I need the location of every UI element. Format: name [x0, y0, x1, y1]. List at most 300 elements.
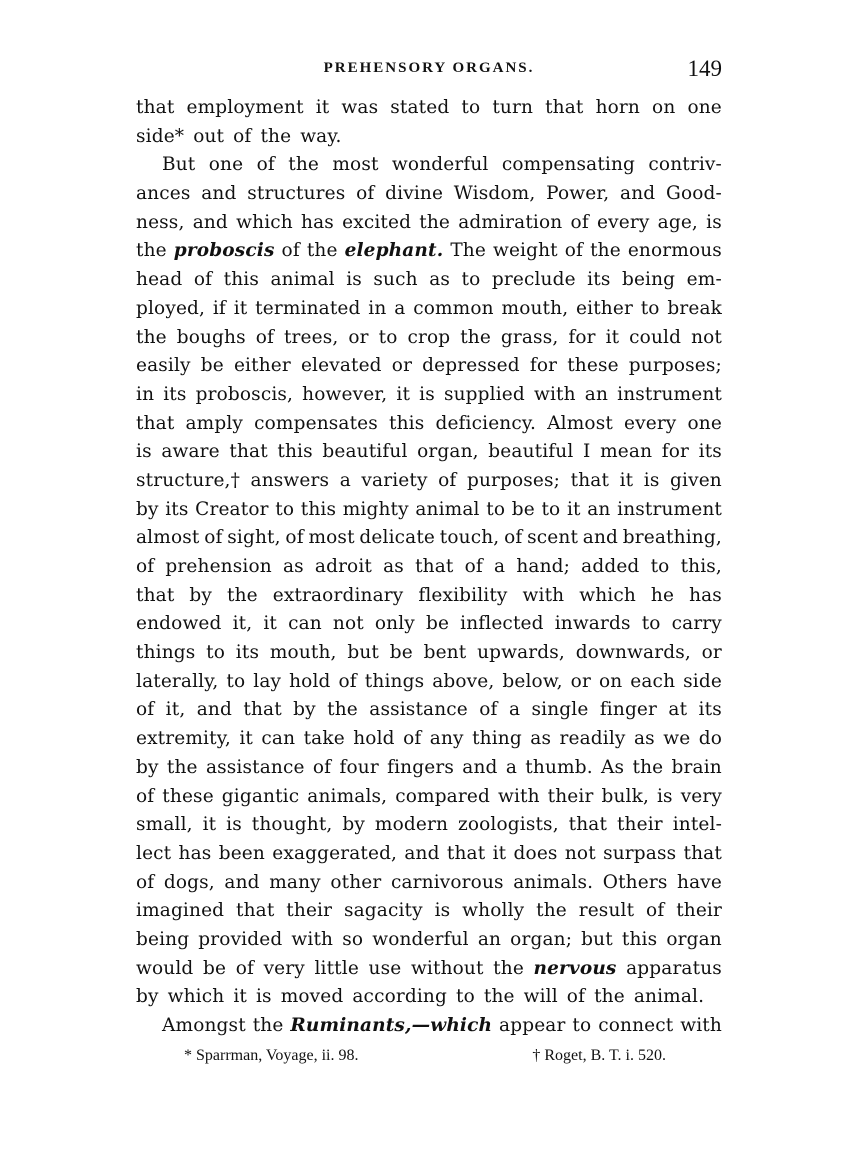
word: for: [661, 441, 690, 463]
word: these: [162, 785, 214, 807]
text-line: [136, 668, 722, 697]
word: side*: [136, 125, 185, 147]
word: weight: [492, 240, 558, 262]
word: flexibility: [418, 584, 508, 606]
word: one: [208, 154, 244, 176]
word: connect: [598, 1015, 674, 1036]
word: answers: [250, 469, 330, 491]
word: instrument: [617, 383, 722, 405]
word: its: [698, 441, 722, 463]
word: the: [590, 240, 621, 262]
word: with: [680, 1015, 722, 1036]
word: has: [301, 211, 334, 233]
word: compensating: [501, 154, 636, 176]
word: common: [413, 297, 494, 319]
word: preclude: [491, 269, 576, 291]
word: boughs: [176, 326, 246, 348]
word: of: [256, 154, 275, 176]
word: above,: [432, 670, 495, 692]
word: that: [415, 556, 454, 577]
word: laterally,: [136, 670, 219, 692]
word: will: [523, 986, 558, 1008]
word: be: [203, 957, 227, 979]
word: been: [218, 842, 265, 864]
text-line: [136, 582, 722, 611]
word: with: [533, 383, 576, 405]
text-line: [136, 639, 722, 668]
word: animal: [415, 498, 480, 520]
word: many: [269, 871, 321, 893]
word: it: [605, 326, 620, 348]
word: zoologists,: [457, 814, 559, 836]
word: admiration: [458, 211, 563, 233]
book-page: [136, 56, 722, 1067]
text-line: [136, 955, 722, 984]
word: compared: [395, 785, 490, 807]
word: according: [352, 986, 447, 1008]
word: to: [486, 498, 506, 520]
word: be: [425, 613, 450, 635]
word: an: [587, 498, 611, 520]
word: which: [167, 986, 225, 1008]
word: every: [597, 211, 650, 233]
word: that: [683, 842, 722, 864]
word: Others: [602, 871, 668, 893]
word: that: [136, 584, 175, 606]
word: their: [676, 900, 722, 922]
word: em-: [686, 269, 722, 291]
word: provided: [198, 928, 283, 950]
word: by: [293, 699, 316, 721]
word: it: [202, 814, 217, 836]
word: this: [223, 269, 259, 291]
word: or: [570, 670, 591, 692]
word: break: [667, 297, 722, 319]
word: single: [531, 699, 589, 721]
word: he: [650, 584, 675, 606]
word: Ruminants,—which: [290, 1015, 493, 1036]
word: purposes;: [466, 469, 561, 491]
word: it: [619, 469, 634, 491]
word: its: [165, 498, 189, 520]
word: and: [582, 527, 619, 549]
word: the: [136, 326, 167, 348]
word: Amongst: [162, 1015, 246, 1036]
text-line: [136, 496, 722, 525]
word: appear: [499, 1015, 566, 1036]
footnote-2: † Roget, B. T. i. 520.: [532, 1046, 666, 1064]
word: most: [332, 154, 379, 176]
word: downwards,: [575, 642, 691, 664]
text-line: [136, 1012, 722, 1041]
word: would: [136, 957, 194, 979]
word: lect: [136, 842, 172, 864]
word: Power,: [546, 183, 610, 205]
word: aware: [161, 441, 220, 463]
word: proboscis: [173, 240, 275, 262]
word: intel-: [672, 814, 722, 836]
word: contriv-: [648, 154, 722, 176]
text-line: [136, 840, 722, 869]
word: gigantic: [221, 785, 300, 807]
word: of: [193, 269, 213, 291]
word: of: [564, 240, 584, 262]
word: with: [522, 584, 565, 606]
word: mouth,: [501, 297, 569, 319]
word: of: [281, 240, 300, 262]
word: of: [504, 527, 523, 549]
word: it: [239, 728, 253, 750]
word: can: [288, 613, 322, 635]
word: of: [464, 556, 483, 577]
word: variety: [361, 469, 428, 491]
word: and: [201, 183, 237, 205]
word: to: [461, 269, 481, 291]
word: small,: [136, 814, 193, 836]
word: the: [306, 240, 338, 262]
word: a: [494, 556, 506, 577]
word: was: [341, 97, 379, 118]
text-line: [136, 524, 722, 553]
word: animal: [270, 269, 335, 291]
word: can: [261, 728, 296, 750]
word: mighty: [342, 498, 409, 520]
word: and: [192, 211, 228, 233]
word: of: [403, 728, 422, 750]
word: the: [594, 986, 625, 1008]
word: only: [374, 613, 415, 635]
word: touch,: [439, 527, 500, 549]
word: take: [303, 728, 345, 750]
word: head: [136, 269, 183, 291]
word: surpass: [603, 842, 677, 864]
word: of: [338, 670, 357, 692]
word: most: [308, 527, 355, 549]
word: each: [630, 670, 676, 692]
word: as: [383, 556, 404, 577]
word: trees,: [283, 326, 339, 348]
word: exaggerated,: [272, 842, 398, 864]
word: is: [419, 383, 435, 405]
text-line: [136, 324, 722, 353]
text-line: [136, 209, 722, 238]
word: thumb.: [525, 756, 593, 778]
word: stated: [390, 97, 450, 118]
word: crop: [407, 326, 451, 348]
word: organ,: [417, 441, 479, 463]
text-line: [136, 352, 722, 381]
word: does: [513, 842, 558, 864]
word: nervous: [533, 957, 617, 979]
word: delicate: [359, 527, 436, 549]
word: the: [460, 326, 491, 348]
word: being: [136, 928, 190, 950]
word: it: [233, 986, 247, 1008]
word: moved: [280, 986, 344, 1008]
word: their: [286, 900, 333, 922]
text-line: [136, 123, 722, 152]
word: to: [206, 642, 226, 664]
word: it: [492, 842, 507, 864]
word: a: [394, 297, 406, 319]
word: little: [314, 957, 359, 979]
word: but: [347, 642, 379, 664]
word: ness,: [136, 211, 185, 233]
word: to: [572, 1015, 592, 1036]
word: bulk,: [601, 785, 649, 807]
text-line: [136, 696, 722, 725]
word: that: [136, 412, 175, 434]
word: of: [136, 699, 155, 721]
word: is: [226, 814, 242, 836]
word: that: [243, 699, 282, 721]
text-line: [136, 266, 722, 295]
word: employment: [186, 97, 304, 118]
word: and: [404, 842, 440, 864]
word: with: [291, 928, 334, 950]
word: not: [564, 842, 596, 864]
word: in: [136, 383, 155, 405]
word: sagacity: [343, 900, 423, 922]
text-line: [136, 381, 722, 410]
word: one: [687, 97, 722, 118]
word: finger: [599, 699, 658, 721]
word: terminated: [255, 297, 361, 319]
word: on: [652, 97, 676, 118]
text-line: [136, 151, 722, 180]
word: upwards,: [477, 642, 565, 664]
word: divine: [385, 183, 444, 205]
word: it: [263, 613, 277, 635]
word: assistance: [205, 756, 305, 778]
word: the: [227, 584, 258, 606]
word: as: [282, 556, 304, 577]
word: amply: [185, 412, 244, 434]
word: that: [446, 842, 486, 864]
word: is: [136, 441, 152, 463]
word: do: [698, 728, 722, 750]
word: readily: [559, 728, 626, 750]
word: as: [530, 728, 552, 750]
word: horn: [595, 97, 640, 118]
word: Creator: [195, 498, 269, 520]
word: hand;: [516, 556, 571, 577]
word: to: [461, 97, 481, 118]
word: of: [136, 556, 155, 577]
word: to: [650, 556, 670, 577]
word: so: [342, 928, 364, 950]
text-line: [136, 869, 722, 898]
word: of: [312, 756, 332, 778]
text-line: [136, 553, 722, 582]
word: for: [529, 355, 558, 377]
word: as: [633, 728, 655, 750]
word: age,: [657, 211, 698, 233]
word: the: [327, 699, 358, 721]
word: of: [566, 986, 586, 1008]
word: excited: [342, 211, 412, 233]
word: but: [581, 928, 613, 950]
word: it: [396, 383, 411, 405]
word: that: [236, 900, 275, 922]
word: its: [587, 269, 611, 291]
word: one: [687, 412, 722, 434]
text-line: [136, 295, 722, 324]
word: inflected: [460, 613, 544, 635]
word: lay: [253, 670, 282, 692]
word: however,: [302, 383, 388, 405]
word: or: [391, 355, 413, 377]
word: which: [236, 211, 293, 233]
word: to: [378, 326, 398, 348]
word: apparatus: [626, 957, 722, 979]
word: result: [578, 900, 635, 922]
word: hold: [353, 728, 395, 750]
word: is: [346, 269, 362, 291]
word: a: [339, 469, 351, 491]
word: be: [200, 355, 224, 377]
text-line: [136, 926, 722, 955]
text-line: [136, 811, 722, 840]
word: not: [691, 326, 722, 348]
word: imagined: [136, 900, 225, 922]
word: added: [581, 556, 640, 577]
word: I: [583, 441, 591, 463]
word: has: [178, 842, 212, 864]
word: or: [701, 642, 722, 664]
word: instrument: [617, 498, 722, 520]
word: other: [330, 871, 382, 893]
word: mouth,: [269, 642, 337, 664]
word: hold: [289, 670, 331, 692]
word: grass,: [500, 326, 559, 348]
word: purposes;: [628, 355, 722, 377]
word: of: [233, 125, 252, 147]
word: extraordinary: [272, 584, 404, 606]
word: at: [668, 699, 688, 721]
word: their: [547, 785, 594, 807]
word: either: [576, 297, 633, 319]
word: thought,: [251, 814, 333, 836]
running-header: [136, 56, 722, 94]
word: of: [204, 527, 223, 549]
word: ployed,: [136, 297, 206, 319]
word: elephant.: [344, 240, 444, 262]
word: organ: [666, 928, 722, 950]
word: deficiency.: [435, 412, 537, 434]
word: the: [260, 125, 292, 147]
word: if: [212, 297, 226, 319]
word: without: [410, 957, 484, 979]
word: any: [429, 728, 464, 750]
word: dogs,: [163, 871, 215, 893]
word: animals.: [513, 871, 594, 893]
word: beautiful: [488, 441, 574, 463]
word: to: [275, 498, 295, 520]
word: with: [497, 785, 540, 807]
word: of: [356, 183, 375, 205]
word: As: [601, 756, 625, 778]
word: elevated: [300, 355, 382, 377]
word: enormous: [627, 240, 722, 262]
word: out: [193, 125, 225, 147]
word: to: [226, 670, 246, 692]
word: mean: [600, 441, 653, 463]
word: turn: [492, 97, 534, 118]
page-number: 149: [687, 56, 722, 81]
word: as: [429, 269, 451, 291]
word: wholly: [462, 900, 525, 922]
word: very: [263, 957, 305, 979]
word: could: [629, 326, 682, 348]
word: proboscis,: [195, 383, 294, 405]
word: is: [255, 986, 272, 1008]
word: has: [689, 584, 722, 606]
word: animal.: [633, 986, 705, 1008]
word: by: [136, 986, 159, 1008]
word: is: [434, 900, 451, 922]
word: is: [656, 785, 673, 807]
word: is: [706, 211, 722, 233]
text-line: [136, 783, 722, 812]
word: compensates: [254, 412, 378, 434]
word: is: [643, 469, 660, 491]
word: it: [233, 297, 248, 319]
word: carry: [671, 613, 722, 635]
word: that: [570, 469, 610, 491]
word: for: [568, 326, 596, 348]
word: thing: [472, 728, 522, 750]
word: that: [136, 97, 175, 118]
word: below,: [502, 670, 563, 692]
word: prehension: [165, 556, 272, 577]
word: and: [620, 183, 656, 205]
word: to: [455, 986, 475, 1008]
word: assistance: [369, 699, 468, 721]
word: Wisdom,: [453, 183, 536, 205]
text-line: [136, 467, 722, 496]
word: beautiful: [322, 441, 408, 463]
word: we: [663, 728, 691, 750]
word: The: [450, 240, 486, 262]
text-line: [136, 410, 722, 439]
word: supplied: [443, 383, 525, 405]
word: adroit: [314, 556, 372, 577]
word: this: [389, 412, 425, 434]
word: these: [567, 355, 619, 377]
word: this: [621, 928, 658, 950]
word: not: [332, 613, 364, 635]
word: But: [162, 154, 196, 176]
word: fingers: [387, 756, 454, 778]
word: its: [698, 699, 722, 721]
word: bent: [423, 642, 467, 664]
word: their: [616, 814, 663, 836]
text-line: [136, 983, 722, 1012]
word: its: [235, 642, 260, 664]
word: that: [229, 441, 268, 463]
word: of: [136, 785, 155, 807]
word: the: [136, 240, 167, 262]
word: inwards: [554, 613, 631, 635]
word: by: [189, 584, 213, 606]
text-line: [136, 438, 722, 467]
word: a: [508, 699, 521, 721]
text-line: [136, 754, 722, 783]
word: of: [570, 211, 589, 233]
text-line: [136, 237, 722, 266]
word: animals,: [307, 785, 388, 807]
